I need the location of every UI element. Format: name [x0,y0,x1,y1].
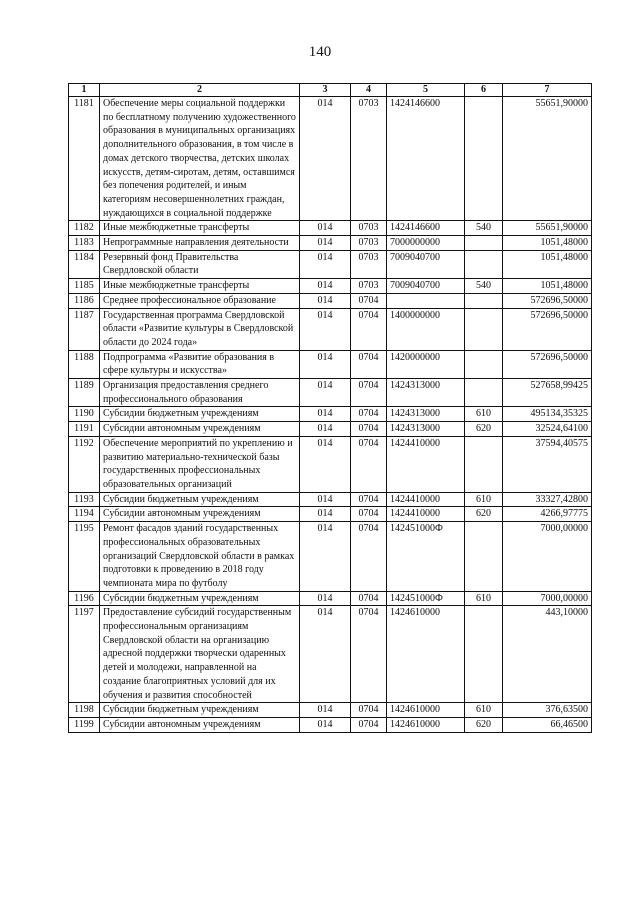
row-code-admin: 014 [300,350,351,378]
row-amount: 376,63500 [503,703,592,718]
table-row [69,522,592,592]
table-row [69,422,592,437]
row-code-target: 1424313000 [387,422,465,437]
header-col-5: 5 [387,84,465,97]
row-number: 1192 [69,436,100,492]
row-code-section: 0704 [351,522,387,592]
row-name: Субсидии бюджетным учреждениям [100,492,300,507]
row-code-type [465,250,503,278]
row-code-admin: 014 [300,507,351,522]
row-amount: 55651,90000 [503,221,592,236]
row-code-admin: 014 [300,492,351,507]
row-code-section: 0704 [351,717,387,732]
row-code-type: 540 [465,221,503,236]
row-number: 1189 [69,379,100,407]
row-amount: 4266,97775 [503,507,592,522]
table-row [69,221,592,236]
row-code-section: 0704 [351,703,387,718]
row-code-target: 7009040700 [387,279,465,294]
row-code-section: 0704 [351,308,387,350]
row-code-section: 0703 [351,250,387,278]
row-name: Государственная программа Свердловской области «Развитие культуры в Свердловской области до 2024 года» [100,308,300,350]
row-code-section: 0703 [351,279,387,294]
row-code-target: 1400000000 [387,308,465,350]
row-number: 1184 [69,250,100,278]
table-header-row [69,84,592,97]
row-amount: 7000,00000 [503,591,592,606]
page-number: 140 [308,44,332,60]
row-number: 1193 [69,492,100,507]
row-code-type: 610 [465,492,503,507]
table-row [69,308,592,350]
table-row [69,250,592,278]
row-code-target: 1424610000 [387,717,465,732]
row-number: 1186 [69,293,100,308]
row-amount: 443,10000 [503,606,592,703]
row-amount: 55651,90000 [503,97,592,221]
row-name: Непрограммные направления деятельности [100,236,300,251]
row-number: 1199 [69,717,100,732]
row-code-target: 1424410000 [387,492,465,507]
row-code-admin: 014 [300,407,351,422]
row-name: Организация предоставления среднего профессионального образования [100,379,300,407]
row-code-target: 142451000Ф [387,522,465,592]
row-code-admin: 014 [300,250,351,278]
row-number: 1182 [69,221,100,236]
row-code-section: 0703 [351,221,387,236]
row-number: 1190 [69,407,100,422]
row-code-admin: 014 [300,279,351,294]
header-col-6: 6 [465,84,503,97]
row-name: Субсидии автономным учреждениям [100,422,300,437]
row-code-type: 620 [465,717,503,732]
table-body [69,97,592,733]
row-code-target: 1424146600 [387,221,465,236]
row-code-type [465,236,503,251]
row-code-section: 0704 [351,606,387,703]
row-code-type [465,308,503,350]
row-amount: 66,46500 [503,717,592,732]
row-number: 1187 [69,308,100,350]
row-code-type [465,350,503,378]
row-code-target: 1424146600 [387,97,465,221]
row-code-type: 610 [465,591,503,606]
header-col-1: 1 [69,84,100,97]
header-col-4: 4 [351,84,387,97]
row-code-type [465,436,503,492]
row-number: 1194 [69,507,100,522]
row-code-admin: 014 [300,97,351,221]
row-code-type: 610 [465,407,503,422]
row-number: 1197 [69,606,100,703]
row-code-admin: 014 [300,436,351,492]
header-col-7: 7 [503,84,592,97]
header-col-3: 3 [300,84,351,97]
row-code-section: 0703 [351,236,387,251]
row-number: 1185 [69,279,100,294]
row-code-target: 7000000000 [387,236,465,251]
row-code-admin: 014 [300,221,351,236]
row-code-type: 540 [465,279,503,294]
header-col-2: 2 [100,84,300,97]
row-code-section: 0704 [351,422,387,437]
row-name: Субсидии автономным учреждениям [100,507,300,522]
row-number: 1196 [69,591,100,606]
row-code-admin: 014 [300,308,351,350]
row-code-admin: 014 [300,606,351,703]
row-code-target: 1424313000 [387,379,465,407]
row-name: Среднее профессиональное образование [100,293,300,308]
row-number: 1183 [69,236,100,251]
row-name: Резервный фонд Правительства Свердловской области [100,250,300,278]
row-code-admin: 014 [300,236,351,251]
row-code-target: 1424410000 [387,436,465,492]
row-amount: 1051,48000 [503,236,592,251]
row-name: Субсидии автономным учреждениям [100,717,300,732]
budget-table [68,83,592,733]
table-row [69,507,592,522]
row-code-section: 0704 [351,350,387,378]
row-code-type: 610 [465,703,503,718]
row-code-section: 0703 [351,97,387,221]
row-name: Субсидии бюджетным учреждениям [100,703,300,718]
row-amount: 527658,99425 [503,379,592,407]
row-amount: 37594,40575 [503,436,592,492]
row-name: Субсидии бюджетным учреждениям [100,591,300,606]
table-row [69,606,592,703]
row-code-section: 0704 [351,293,387,308]
row-code-target: 142451000Ф [387,591,465,606]
row-code-admin: 014 [300,293,351,308]
row-code-section: 0704 [351,379,387,407]
table-row [69,236,592,251]
row-code-target: 1424313000 [387,407,465,422]
row-amount: 32524,64100 [503,422,592,437]
table-row [69,436,592,492]
row-code-section: 0704 [351,407,387,422]
row-amount: 572696,50000 [503,308,592,350]
row-code-section: 0704 [351,492,387,507]
row-amount: 572696,50000 [503,350,592,378]
row-code-admin: 014 [300,591,351,606]
row-code-type: 620 [465,507,503,522]
row-code-target: 1420000000 [387,350,465,378]
row-name: Иные межбюджетные трансферты [100,221,300,236]
row-amount: 495134,35325 [503,407,592,422]
table-row [69,703,592,718]
row-amount: 33327,42800 [503,492,592,507]
table-row [69,407,592,422]
row-code-target: 1424410000 [387,507,465,522]
row-code-target: 1424610000 [387,703,465,718]
row-code-type [465,97,503,221]
row-name: Ремонт фасадов зданий государственных профессиональных образовательных организаций Свердловской области в рамках подготовки к проведению в 2018 году чемпионата мира по футболу [100,522,300,592]
table-row [69,293,592,308]
row-amount: 572696,50000 [503,293,592,308]
row-number: 1181 [69,97,100,221]
row-name: Обеспечение мероприятий по укреплению и развитию материально-технической базы государственных профессиональных образовательных организаций [100,436,300,492]
row-name: Обеспечение меры социальной поддержки по бесплатному получению художественного образования в муниципальных организациях дополнительного образования, в том числе в домах детского творчества, детских школах искусств, детям-сиротам, детям, оставшимся без попечения родителей, и иным категориям несовершеннолетних граждан, нуждающихся в социальной поддержке [100,97,300,221]
row-name: Субсидии бюджетным учреждениям [100,407,300,422]
row-code-type [465,293,503,308]
row-code-section: 0704 [351,436,387,492]
row-code-admin: 014 [300,703,351,718]
row-number: 1198 [69,703,100,718]
table-row [69,717,592,732]
row-name: Предоставление субсидий государственным профессиональным организациям Свердловской области на организацию адресной поддержки творчески одаренных детей и молодежи, направленной на создание благоприятных условий для их обучения и развития способностей [100,606,300,703]
row-amount: 1051,48000 [503,279,592,294]
row-code-target [387,293,465,308]
row-code-type [465,522,503,592]
row-name: Подпрограмма «Развитие образования в сфере культуры и искусства» [100,350,300,378]
row-code-type: 620 [465,422,503,437]
table-row [69,492,592,507]
row-number: 1188 [69,350,100,378]
row-name: Иные межбюджетные трансферты [100,279,300,294]
row-amount: 7000,00000 [503,522,592,592]
row-code-section: 0704 [351,507,387,522]
table-row [69,350,592,378]
table-row [69,279,592,294]
row-code-admin: 014 [300,717,351,732]
table-row [69,97,592,221]
row-code-type [465,379,503,407]
row-number: 1191 [69,422,100,437]
row-amount: 1051,48000 [503,250,592,278]
row-code-target: 7009040700 [387,250,465,278]
row-code-admin: 014 [300,379,351,407]
row-number: 1195 [69,522,100,592]
row-code-admin: 014 [300,522,351,592]
row-code-target: 1424610000 [387,606,465,703]
table-row [69,379,592,407]
row-code-admin: 014 [300,422,351,437]
row-code-section: 0704 [351,591,387,606]
row-code-type [465,606,503,703]
table-row [69,591,592,606]
